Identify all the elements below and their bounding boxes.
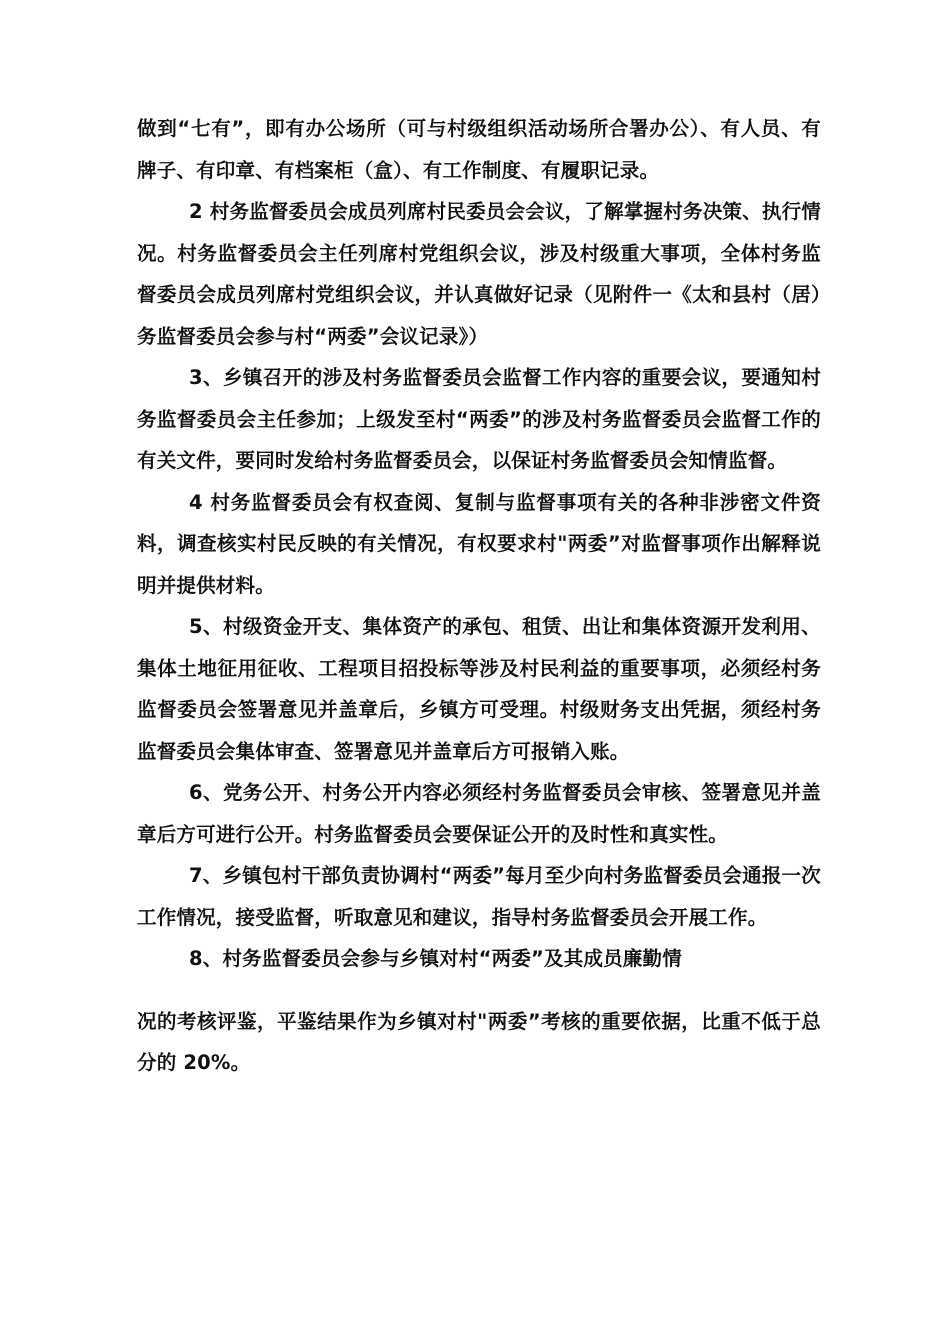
paragraph-item-2: 2 村务监督委员会成员列席村民委员会会议，了解掌握村务决策、执行情况。村务监督委员会主任列席村党组织会议，涉及村级重大事项，全体村务监督委员会成员列席村党组织会议，并认真做好记录（见附件一《太和县村（居）务监督委员会参与村“两委”会议记录》）: [137, 200, 821, 348]
paragraph-item-6: 6、党务公开、村务公开内容必须经村务监督委员会审核、签署意见并盖章后方可进行公开。村务监督委员会要保证公开的及时性和真实性。: [137, 781, 821, 846]
paragraph-item-8: 8、村务监督委员会参与乡镇对村“两委”及其成员廉勤情: [189, 947, 682, 970]
paragraph-item-4: 4 村务监督委员会有权查阅、复制与监督事项有关的各种非涉密文件资料，调查核实村民反映的有关情况，有权要求村"两委”对监督事项作出解释说明并提供材料。: [137, 490, 821, 597]
document-body: [137, 108, 821, 1084]
paragraph-item-3: 3、乡镇召开的涉及村务监督委员会监督工作内容的重要会议，要通知村务监督委员会主任参加；上级发至村“两委”的涉及村务监督委员会监督工作的有关文件，要同时发给村务监督委员会，以保证村务监督委员会知情监督。: [137, 366, 821, 472]
paragraph-item-8-continued: 况的考核评鉴，平鉴结果作为乡镇对村"两委”考核的重要依据，比重不低于总分的 20%。: [137, 1009, 821, 1074]
paragraph-item-7: 7、乡镇包村干部负责协调村“两委”每月至少向村务监督委员会通报一次工作情况，接受监督，听取意见和建议，指导村务监督委员会开展工作。: [137, 864, 821, 929]
paragraph-item-5: 5、村级资金开支、集体资产的承包、租赁、出让和集体资源开发利用、集体土地征用征收、工程项目招投标等涉及村民利益的重要事项，必须经村务监督委员会签署意见并盖章后，乡镇方可受理。村级财务支出凭据，须经村务监督委员会集体审查、签署意见并盖章后方可报销入账。: [137, 615, 821, 763]
paragraph-qi-you: 做到“七有”，即有办公场所（可与村级组织活动场所合署办公）、有人员、有牌子、有印章、有档案柜（盒）、有工作制度、有履职记录。: [137, 117, 821, 182]
